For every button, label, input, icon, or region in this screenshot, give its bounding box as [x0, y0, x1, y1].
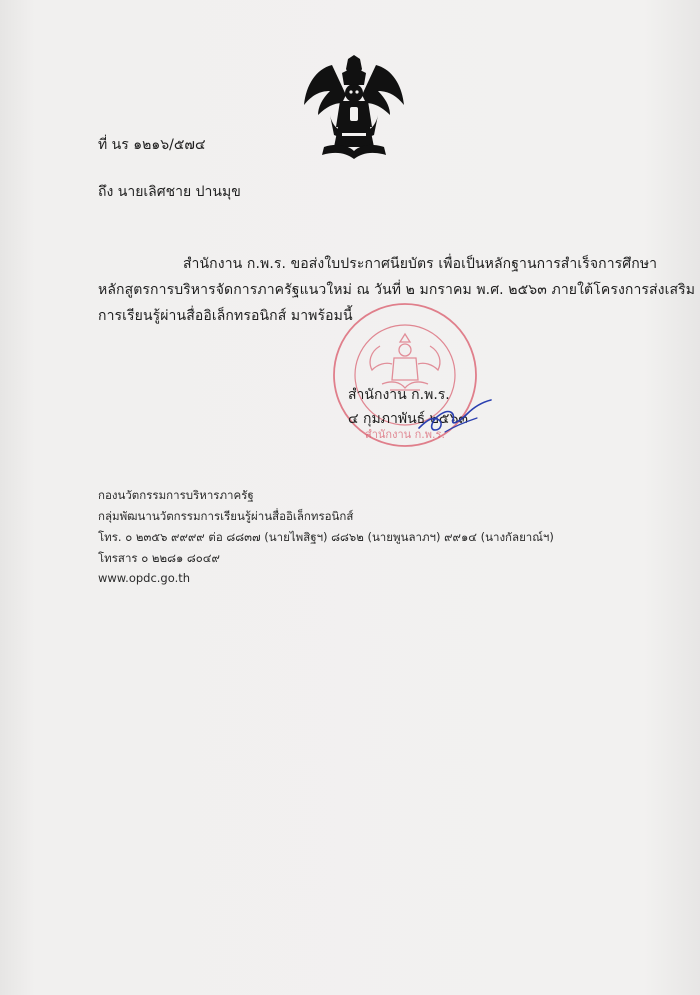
footer-group: กลุ่มพัฒนานวัตกรรมการเรียนรู้ผ่านสื่ออิเล็กทรอนิกส์ [98, 509, 354, 523]
body-line: การเรียนรู้ผ่านสื่ออิเล็กทรอนิกส์ มาพร้อมนี้ [98, 308, 353, 324]
reference-number: ที่ นร ๑๒๑๖/๕๗๔ [98, 137, 206, 153]
footer-fax: โทรสาร ๐ ๒๒๘๑ ๘๐๔๙ [98, 551, 220, 565]
signature-date: ๔ กุมภาพันธ์ ๒๕๖๓ [348, 411, 468, 427]
footer-website: www.opdc.go.th [98, 571, 191, 585]
garuda-emblem-icon [302, 55, 406, 161]
body-line: สำนักงาน ก.พ.ร. ขอส่งใบประกาศนียบัตร เพื่อเป็นหลักฐานการสำเร็จการศึกษา [183, 256, 658, 272]
footer-division: กองนวัตกรรมการบริหารภาครัฐ [98, 488, 254, 502]
recipient-line: ถึง นายเลิศชาย ปานมุข [98, 184, 241, 200]
seal-text: สำนักงาน ก.พ.ร. [365, 428, 445, 441]
signature-icon [415, 392, 495, 436]
signature-office: สำนักงาน ก.พ.ร. [348, 387, 450, 403]
body-line: หลักสูตรการบริหารจัดการภาครัฐแนวใหม่ ณ วันที่ ๒ มกราคม พ.ศ. ๒๕๖๓ ภายใต้โครงการส่งเสริม [98, 282, 696, 298]
footer-phone: โทร. ๐ ๒๓๕๖ ๙๙๙๙ ต่อ ๘๘๓๗ (นายไพสิฐฯ) ๘๘๖๒ (นายพูนลาภฯ) ๙๙๑๔ (นางกัลยาณ์ฯ) [98, 530, 554, 544]
